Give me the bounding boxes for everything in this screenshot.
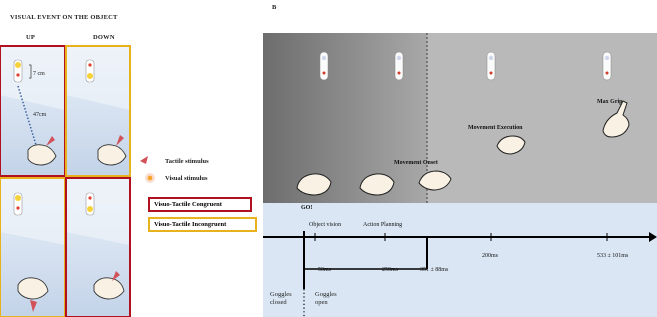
time-200ms: 200ms [482, 253, 499, 259]
panel-b-label: B [272, 4, 277, 11]
distance-short-label: 7 cm [33, 71, 45, 77]
goggles-open-label: Goggles open [315, 291, 337, 306]
legend-tactile-label: Tactile stimulus [165, 158, 209, 165]
column-label-up: UP [26, 34, 36, 41]
object-icon [395, 52, 403, 80]
label-object-vision: Object vision [309, 222, 342, 228]
time-250ms: 250ms [382, 267, 399, 273]
panel-a-title: VISUAL EVENT ON THE OBJECT [10, 14, 118, 21]
time-351ms: 351 ± 88ms [420, 267, 449, 273]
label-movement-execution: Movement Execution [468, 125, 523, 131]
panel-b-diagram [263, 33, 657, 317]
object-icon [487, 52, 495, 80]
distance-long-label: 47cm [33, 112, 47, 118]
panel-up-incongruent [0, 178, 65, 317]
panel-down-congruent [66, 178, 130, 317]
label-go: GO! [301, 205, 313, 211]
time-50ms: 50ms [318, 267, 332, 273]
object-icon [603, 52, 611, 80]
legend-visual-label: Visual stimulus [165, 175, 208, 182]
panel-up-congruent [0, 46, 65, 176]
goggles-closed-label: Goggles closed [270, 291, 292, 306]
label-action-planning: Action Planning [363, 222, 403, 228]
condition-panels [0, 0, 260, 317]
panel-down-incongruent [66, 46, 130, 176]
tactile-stimulus-icon [140, 156, 148, 164]
time-533ms: 533 ± 101ms [597, 253, 629, 259]
legend-congruent: Visuo-Tactile Congruent [148, 197, 252, 212]
column-label-down: DOWN [93, 34, 115, 41]
legend-incongruent: Visuo-Tactile Incongruent [148, 217, 257, 232]
label-max-grip: Max Grip [597, 99, 623, 105]
object-icon [320, 52, 328, 80]
label-movement-onset: Movement Onset [394, 160, 438, 166]
